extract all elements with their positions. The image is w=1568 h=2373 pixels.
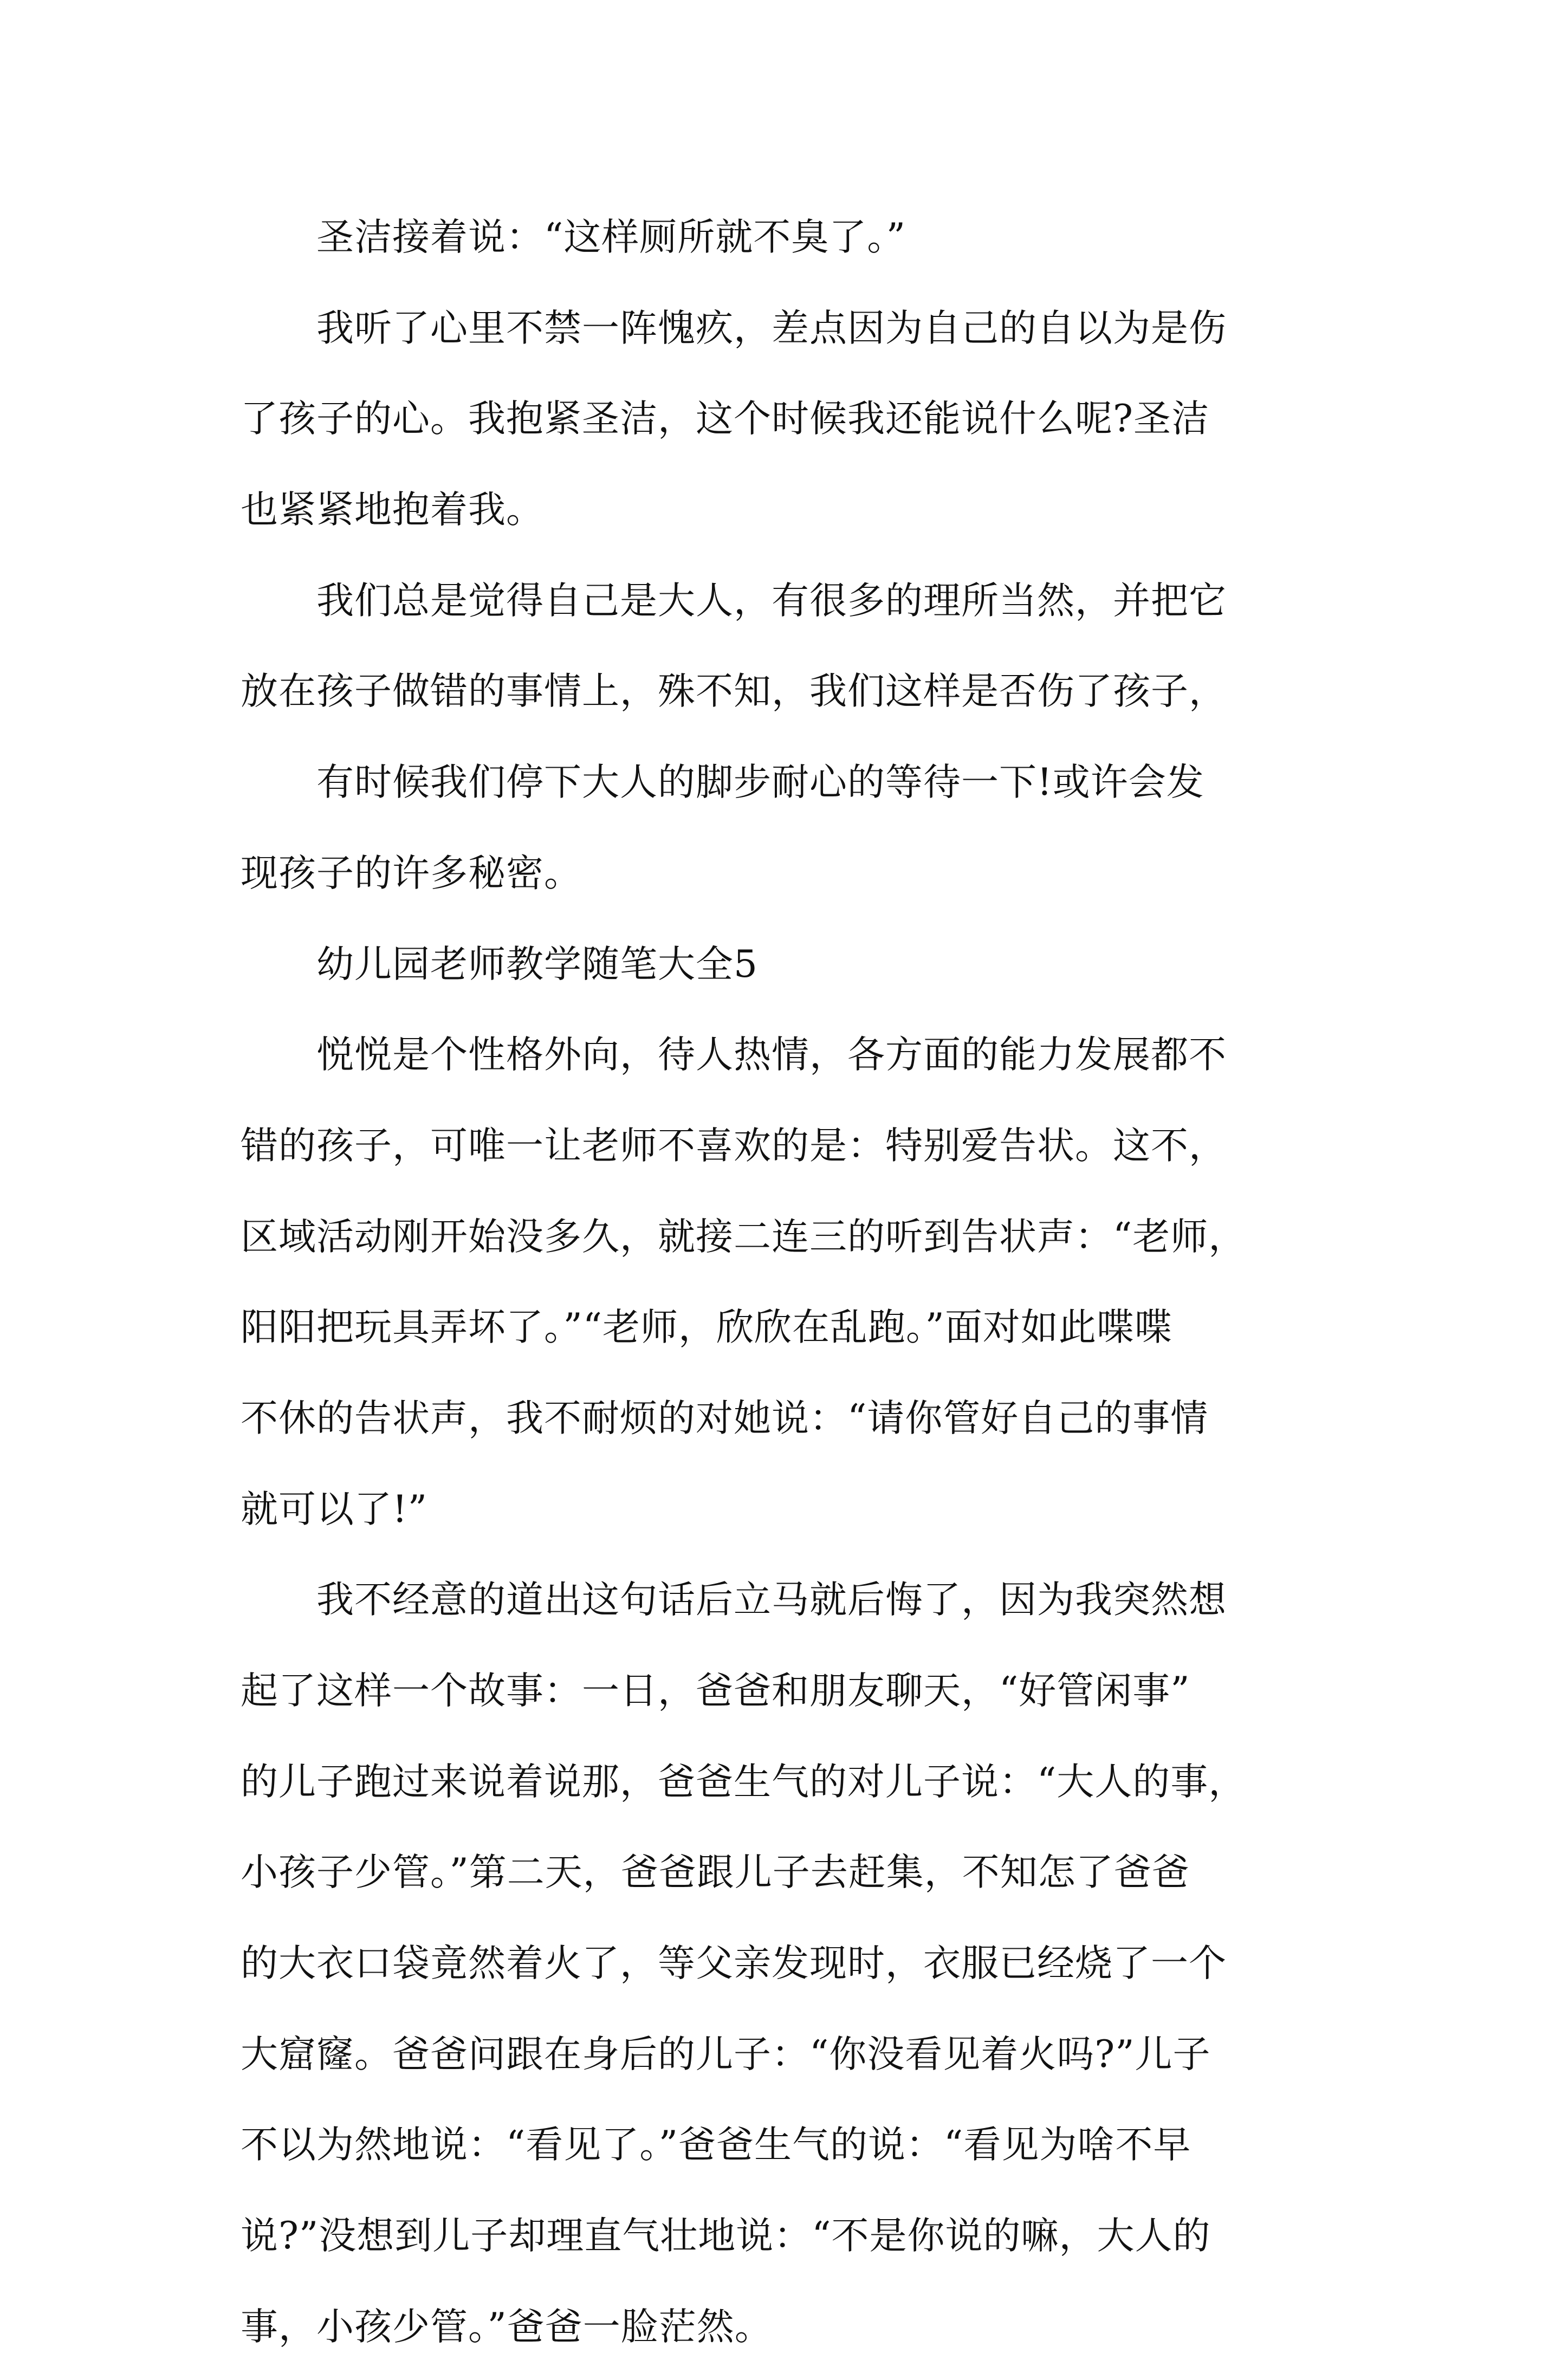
text-line: 我听了心里不禁一阵愧疚，差点因为自己的自以为是伤	[241, 306, 1227, 350]
text-line: 圣洁接着说：“这样厕所就不臭了。”	[241, 216, 906, 259]
text-line: 起了这样一个故事：一日，爸爸和朋友聊天，“好管闲事”	[241, 1669, 1190, 1713]
text-line: 放在孩子做错的事情上，殊不知，我们这样是否伤了孩子，	[241, 670, 1227, 714]
text-line: 就可以了!”	[241, 1487, 428, 1531]
text-line: 错的孩子，可唯一让老师不喜欢的是：特别爱告状。这不，	[241, 1124, 1227, 1168]
text-line: 说?”没想到儿子却理直气壮地说：“不是你说的嘛，大人的	[241, 2214, 1211, 2258]
text-line: 小孩子少管。”第二天，爸爸跟儿子去赶集，不知怎了爸爸	[241, 1851, 1190, 1895]
text-line: 我不经意的道出这句话后立马就后悔了，因为我突然想	[241, 1578, 1227, 1622]
text-line: 大窟窿。爸爸问跟在身后的儿子：“你没看见着火吗?”儿子	[241, 2032, 1211, 2076]
section-heading: 幼儿园老师教学随笔大全5	[241, 942, 758, 986]
text-line: 了孩子的心。我抱紧圣洁，这个时候我还能说什么呢?圣洁	[241, 397, 1209, 441]
text-line: 阳阳把玩具弄坏了。”“老师，欣欣在乱跑。”面对如此喋喋	[241, 1306, 1172, 1350]
text-line: 不以为然地说：“看见了。”爸爸生气的说：“看见为啥不早	[241, 2123, 1191, 2167]
text-line: 我们总是觉得自己是大人，有很多的理所当然，并把它	[241, 579, 1227, 623]
text-line: 事，小孩少管。”爸爸一脸茫然。	[241, 2305, 773, 2349]
text-line: 悦悦是个性格外向，待人热情，各方面的能力发展都不	[241, 1033, 1227, 1077]
text-line: 现孩子的许多秘密。	[241, 851, 582, 895]
body-text	[241, 192, 1340, 2373]
text-line: 不休的告状声，我不耐烦的对她说：“请你管好自己的事情	[241, 1396, 1209, 1440]
text-line: 的大衣口袋竟然着火了，等父亲发现时，衣服已经烧了一个	[241, 1942, 1227, 1986]
text-line: 区域活动刚开始没多久，就接二连三的听到告状声：“老师，	[241, 1215, 1247, 1259]
text-line: 的儿子跑过来说着说那，爸爸生气的对儿子说：“大人的事，	[241, 1760, 1247, 1804]
text-line: 也紧紧地抱着我。	[241, 488, 544, 532]
text-line: 有时候我们停下大人的脚步耐心的等待一下!或许会发	[241, 761, 1204, 805]
